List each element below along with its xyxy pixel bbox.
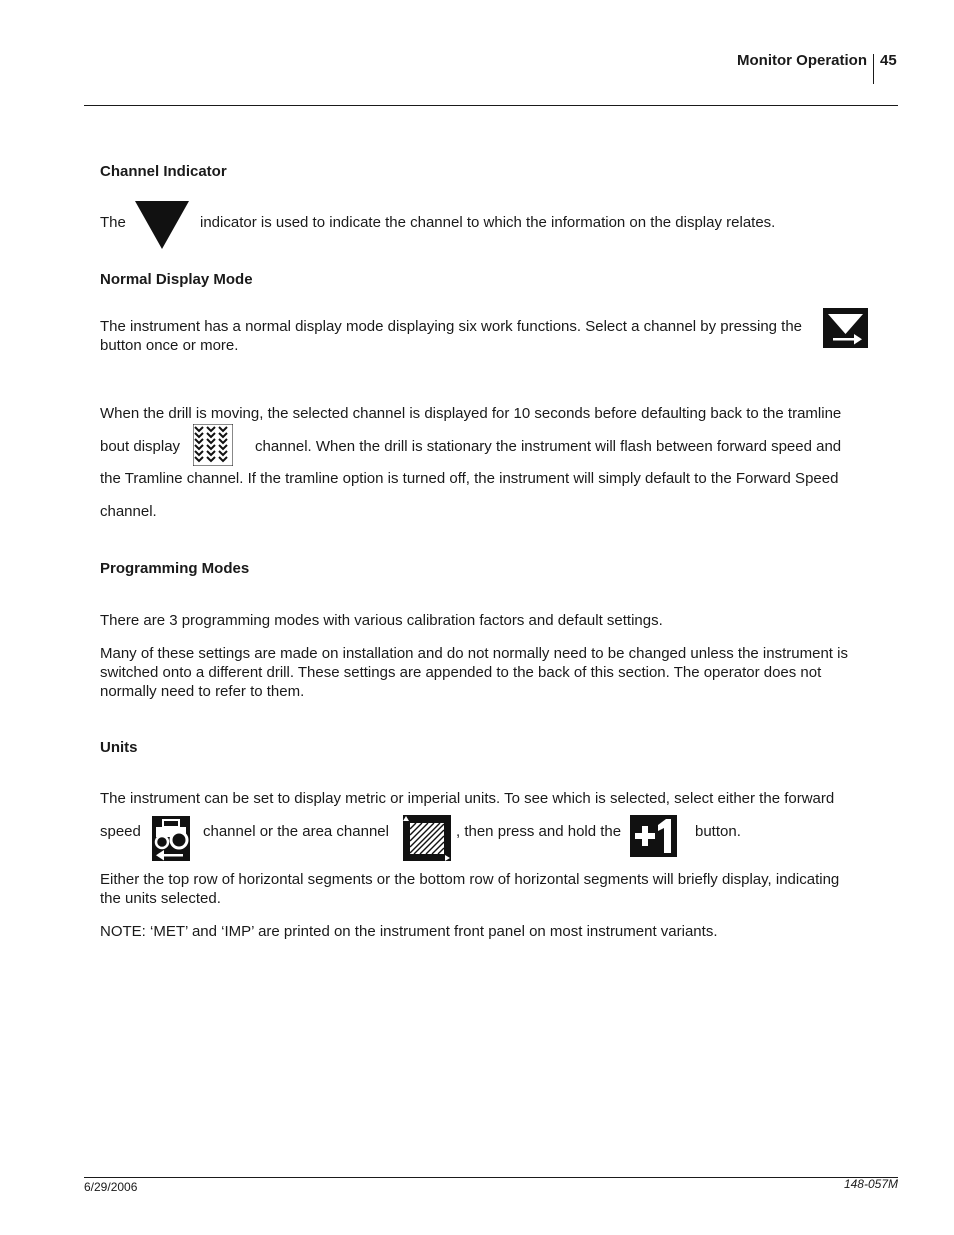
tractor-speed-icon [152, 816, 190, 861]
area-channel-icon [403, 815, 451, 861]
units-line2-part4: button. [695, 823, 741, 840]
channel-indicator-text-after: indicator is used to indicate the channel to which the information on the display relates. [200, 214, 776, 231]
down-triangle-indicator-icon [135, 201, 189, 249]
normal-display-para2-line4: channel. [100, 503, 157, 520]
footer-doc-number: 148-057M [843, 1177, 898, 1191]
normal-display-para2-line2-before: bout display [100, 438, 181, 455]
units-heading: Units [100, 739, 138, 756]
footer-rule [84, 1177, 898, 1178]
units-para2: Either the top row of horizontal segments or the bottom row of horizontal segments will briefly display, indicating the units selected. [100, 871, 840, 907]
normal-display-heading: Normal Display Mode [100, 271, 253, 288]
units-note: NOTE: ‘MET’ and ‘IMP’ are printed on the instrument front panel on most instrument variants. [100, 923, 718, 940]
programming-modes-heading: Programming Modes [100, 560, 250, 577]
normal-display-para2-line3: the Tramline channel. If the tramline option is turned off, the instrument will simply default to the Forward Speed [100, 470, 839, 487]
programming-modes-para2: Many of these settings are made on installation and do not normally need to be changed unless the instrument is switched onto a different drill. These settings are appended to the back of this section. The operator does not normally need to refer to them. [100, 645, 848, 700]
units-line2-part2: channel or the area channel [203, 823, 389, 840]
normal-display-para2-line1: When the drill is moving, the selected channel is displayed for 10 seconds before defaulting back to the tramline [100, 405, 842, 422]
channel-indicator-text-before: The [100, 214, 126, 231]
channel-select-button-icon [823, 308, 868, 348]
normal-display-para2-line2-after: channel. When the drill is stationary the instrument will flash between forward speed and [255, 438, 842, 455]
plus-one-button-icon [630, 815, 677, 857]
units-line2-part3: , then press and hold the [456, 823, 622, 840]
channel-indicator-heading: Channel Indicator [100, 163, 227, 180]
header-rule [84, 105, 898, 106]
tramline-icon [193, 424, 233, 466]
header-divider [873, 54, 874, 84]
footer-date: 6/29/2006 [84, 1180, 138, 1194]
section-title: Monitor Operation [737, 52, 867, 69]
programming-modes-para1: There are 3 programming modes with various calibration factors and default settings. [100, 612, 663, 629]
page-number: 45 [880, 52, 897, 69]
normal-display-para1: The instrument has a normal display mode displaying six work functions. Select a channel by pressing the button once or more. [100, 318, 803, 354]
units-line1: The instrument can be set to display metric or imperial units. To see which is selected, select either the forward [100, 790, 835, 807]
units-line2-part1: speed [100, 823, 141, 840]
